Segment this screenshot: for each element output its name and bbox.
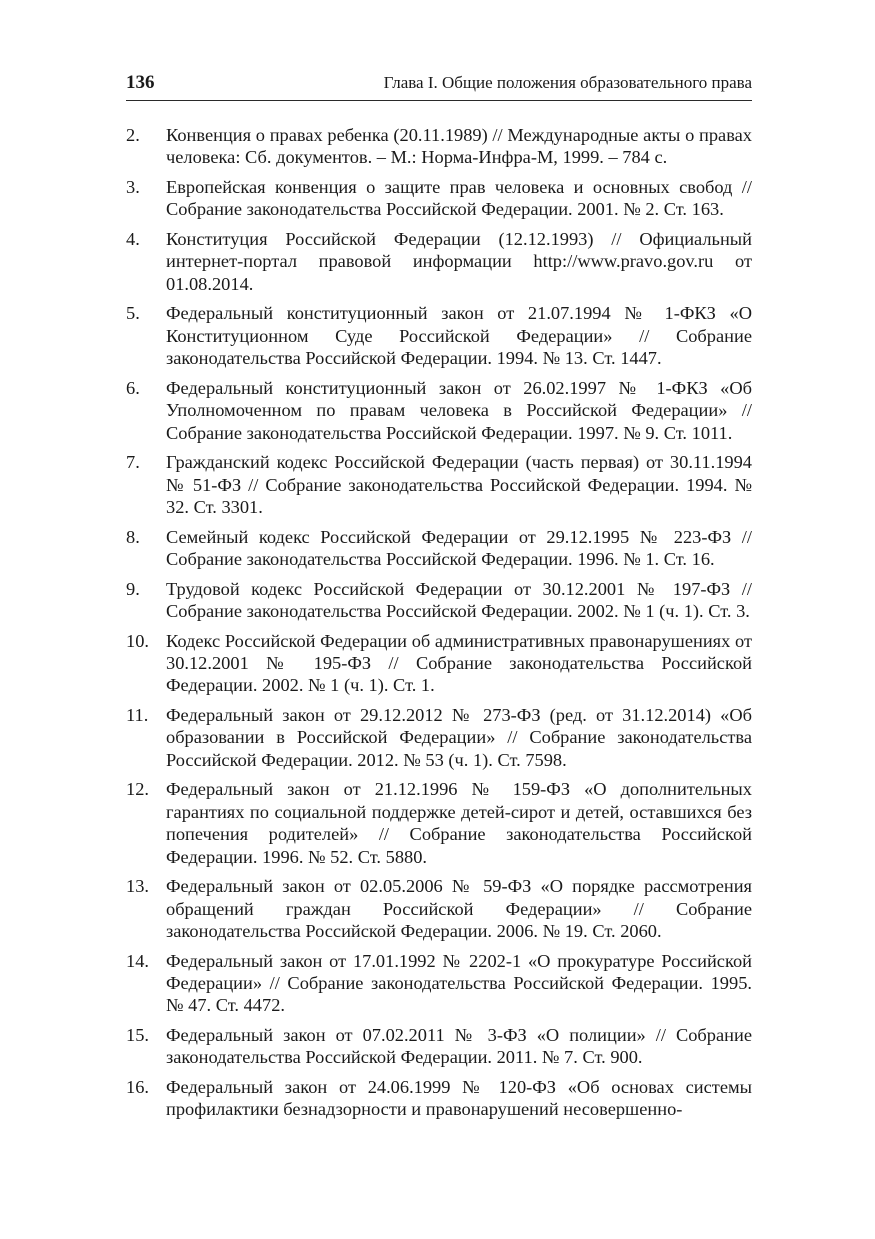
reference-text: Федеральный конституционный закон от 21.07.1994 № 1-ФКЗ «О Конституционном Суде Российской Федерации» // Собрание законодательства Российской Федерации. 1994. № 13. Ст. 1447. [166,303,752,369]
reference-text: Федеральный закон от 07.02.2011 № 3-ФЗ «О полиции» // Собрание законодательства Российской Федерации. 2011. № 7. Ст. 900. [166,1025,752,1068]
reference-text: Федеральный закон от 21.12.1996 № 159-ФЗ «О дополнительных гарантиях по социальной поддержке детей-сирот и детей, оставшихся без попечения родителей» // Собрание законодательства Российской Федерации. 1996. № 52. Ст. 5880. [166,779,752,867]
reference-text: Федеральный закон от 02.05.2006 № 59-ФЗ «О порядке рассмотрения обращений граждан Российской Федерации» // Собрание законодательства Российской Федерации. 2006. № 19. Ст. 2060. [166,876,752,942]
reference-item [126,176,752,221]
reference-number: 16. [126,1077,149,1098]
reference-item [126,228,752,295]
reference-number: 8. [126,526,140,547]
reference-list [126,124,752,1128]
reference-number: 13. [126,876,149,897]
running-title: Глава I. Общие положения образовательного права [383,73,752,92]
reference-number: 3. [126,177,140,197]
reference-item [126,630,752,697]
reference-item [126,950,752,1017]
reference-text: Кодекс Российской Федерации об административных правонарушениях от 30.12.2001 № 195-ФЗ // Собрание законодательства Российской Федерации. 2002. № 1 (ч. 1). Ст. 1. [166,630,752,696]
reference-number: 7. [126,452,140,473]
reference-item [126,875,752,942]
reference-item [126,578,752,623]
reference-number: 9. [126,578,140,599]
reference-item [126,778,752,868]
reference-text: Трудовой кодекс Российской Федерации от 30.12.2001 № 197-ФЗ // Собрание законодательства Российской Федерации. 2002. № 1 (ч. 1). Ст. 3. [166,578,752,622]
reference-text: Семейный кодекс Российской Федерации от 29.12.1995 № 223-ФЗ // Собрание законодательства Российской Федерации. 1996. № 1. Ст. 16. [166,526,752,570]
reference-item [126,377,752,444]
reference-item [126,451,752,518]
reference-text: Гражданский кодекс Российской Федерации (часть первая) от 30.11.1994 № 51-ФЗ // Собрание законодательства Российской Федерации. 1994. № 32. Ст. 3301. [166,452,752,518]
page-header [126,70,752,101]
reference-text: Федеральный закон от 17.01.1992 № 2202-1 «О прокуратуре Российской Федерации» // Собрание законодательства Российской Федерации. 1995. № 47. Ст. 4472. [166,950,752,1016]
reference-number: 10. [126,630,149,651]
reference-number: 6. [126,377,140,398]
reference-item [126,526,752,571]
reference-text: Федеральный закон от 29.12.2012 № 273-ФЗ (ред. от 31.12.2014) «Об образовании в Российской Федерации» // Собрание законодательства Российской Федерации. 2012. № 53 (ч. 1). Ст. 7598. [166,705,752,770]
reference-number: 4. [126,229,140,249]
reference-text: Федеральный конституционный закон от 26.02.1997 № 1-ФКЗ «Об Уполномоченном по правам человека в Российской Федерации» // Собрание законодательства Российской Федерации. 1997. № 9. Ст. 1011. [166,377,752,443]
reference-number: 11. [126,705,149,726]
reference-number: 15. [126,1025,149,1046]
reference-item [126,302,752,369]
reference-item [126,1076,752,1121]
reference-item [126,1024,752,1069]
reference-number: 2. [126,125,140,145]
reference-text: Конвенция о правах ребенка (20.11.1989) // Международные акты о правах человека: Сб. документов. – М.: Норма-Инфра-М, 1999. – 784 с. [166,125,752,168]
reference-item [126,124,752,169]
reference-text: Европейская конвенция о защите прав человека и основных свобод // Собрание законодательства Российской Федерации. 2001. № 2. Ст. 163. [166,177,752,220]
reference-item [126,704,752,771]
page-number: 136 [126,72,155,93]
reference-text: Конституция Российской Федерации (12.12.1993) // Официальный интернет-портал правовой информации http://www.pravo.gov.ru от 01.08.2014. [166,229,752,294]
reference-number: 12. [126,779,149,800]
reference-number: 5. [126,303,140,324]
reference-number: 14. [126,950,149,971]
reference-text: Федеральный закон от 24.06.1999 № 120-ФЗ «Об основах системы профилактики безнадзорности и правонарушений несовершенно- [166,1077,752,1120]
